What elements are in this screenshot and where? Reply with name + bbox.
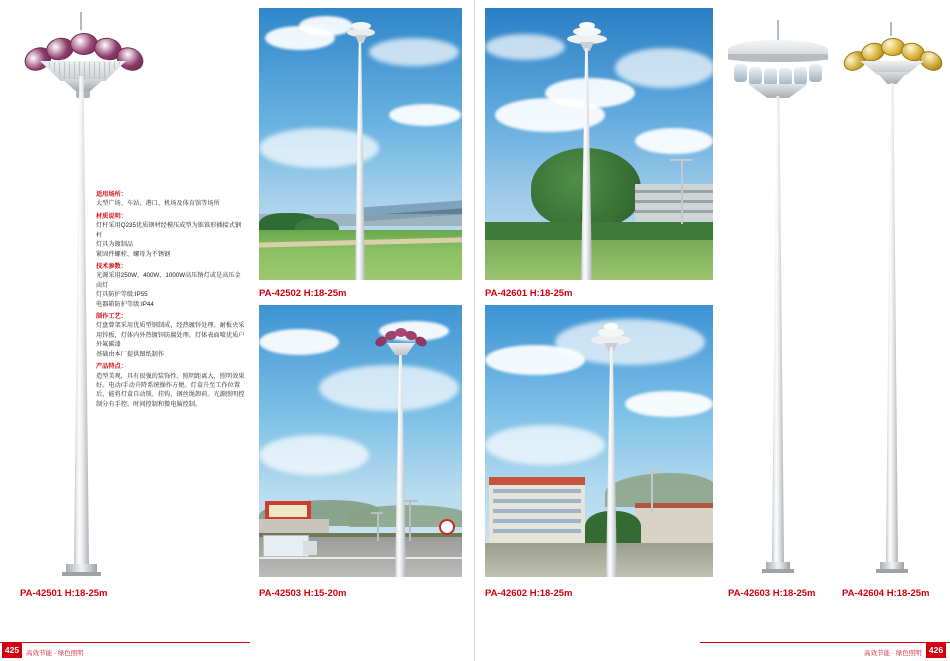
footer-slogan-left: 高效节能 · 绿色照明	[26, 650, 84, 657]
spec-line-2-2: 电器箱防护等级:IP44	[96, 300, 154, 308]
road-marking	[259, 557, 462, 559]
lamp-ring	[732, 60, 824, 86]
pole-base	[66, 564, 97, 572]
lawn	[485, 240, 713, 280]
road-sign	[439, 519, 455, 535]
product-image-pa-42601	[485, 8, 713, 280]
street-light	[681, 160, 683, 224]
product-image-pa-42603	[722, 8, 834, 578]
lamp-head-golden	[842, 34, 942, 74]
caption-pa-42604: PA-42604 H:18-25m	[842, 588, 930, 599]
product-image-pa-42602	[485, 305, 713, 577]
spec-line-3-1: 基础由本厂提供图纸制作	[96, 350, 165, 358]
footer-slogan-right: 高效节能 · 绿色照明	[864, 650, 922, 657]
pole-shaft	[772, 96, 784, 564]
spec-heading-3: 制作工艺：	[96, 313, 127, 321]
caption-pa-42601: PA-42601 H:18-25m	[485, 288, 573, 299]
pole-foundation	[876, 569, 908, 573]
spec-heading-0: 适用场所：	[96, 191, 127, 198]
caption-pa-42503: PA-42503 H:15-20m	[259, 588, 347, 599]
mast-tip	[80, 12, 82, 30]
pole-foundation	[62, 572, 101, 576]
spec-line-1-2: 紧固件螺栓、螺母为不锈钢	[96, 250, 171, 258]
page-number-left: 425	[2, 643, 22, 658]
footer-rule-left	[0, 642, 250, 643]
specification-block	[96, 190, 246, 409]
spec-line-3-0: 灯盘曾架采用优质型钢制成，经热镀锌处理。耐板央采用锌板，灯体内外热镀锌防腐处理。灯体表面喷优质户外氟碳漆	[96, 322, 245, 349]
pole-foundation	[762, 569, 794, 573]
page-number-right: 426	[926, 643, 946, 658]
spec-line-1-0: 灯杆采用Q235优质钢材经模压成型为锥锥形插接式钢杆	[96, 222, 242, 239]
page-fold-divider	[474, 0, 475, 661]
mast-tip	[777, 20, 779, 42]
caption-pa-42602: PA-42602 H:18-25m	[485, 588, 573, 599]
product-image-pa-42604	[838, 8, 946, 578]
pole-shaft	[886, 83, 898, 564]
hedge	[485, 222, 713, 242]
page-footer	[0, 639, 950, 661]
spec-heading-4: 产品特点：	[96, 363, 127, 371]
pole-base	[880, 562, 904, 569]
pole-shaft	[74, 76, 89, 566]
spec-heading-1: 材质说明：	[96, 212, 127, 220]
spec-line-1-1: 灯具为镀制品	[96, 241, 134, 249]
spec-line-0-0: 大型广场、车站、港口、机场及体育馆等场所	[96, 200, 220, 208]
product-image-pa-42502	[259, 8, 462, 280]
footer-rule-right	[700, 642, 950, 643]
spec-line-2-1: 灯具防护等级:IP55	[96, 291, 148, 299]
lamp-skirt	[748, 84, 808, 98]
village-buildings	[635, 503, 713, 543]
street-light	[651, 469, 653, 511]
caption-pa-42501: PA-42501 H:18-25m	[20, 588, 108, 599]
spec-line-4-0: 造型美观，具有很强的装饰性。照明距离大，照明效果好。电动/手动升降系统操作方便。灯盒升至工作位置后，能将灯盒自动锁、挂钩、钢丝绳卸荷。光源照明控制分有手控、时间控制和微电脑控制。	[96, 372, 245, 408]
ground	[485, 543, 713, 577]
street-light	[377, 513, 379, 541]
spec-line-2-0: 光源采用250W、400W、1000W高压钠灯或是高压金卤灯	[96, 272, 241, 289]
caption-pa-42603: PA-42603 H:18-25m	[728, 588, 816, 599]
spec-heading-2: 技术参数：	[96, 262, 127, 270]
lamp-skirt	[876, 72, 908, 84]
street-light	[409, 501, 411, 541]
pole-base	[766, 562, 790, 569]
product-image-pa-42503	[259, 305, 462, 577]
caption-pa-42502: PA-42502 H:18-25m	[259, 288, 347, 299]
